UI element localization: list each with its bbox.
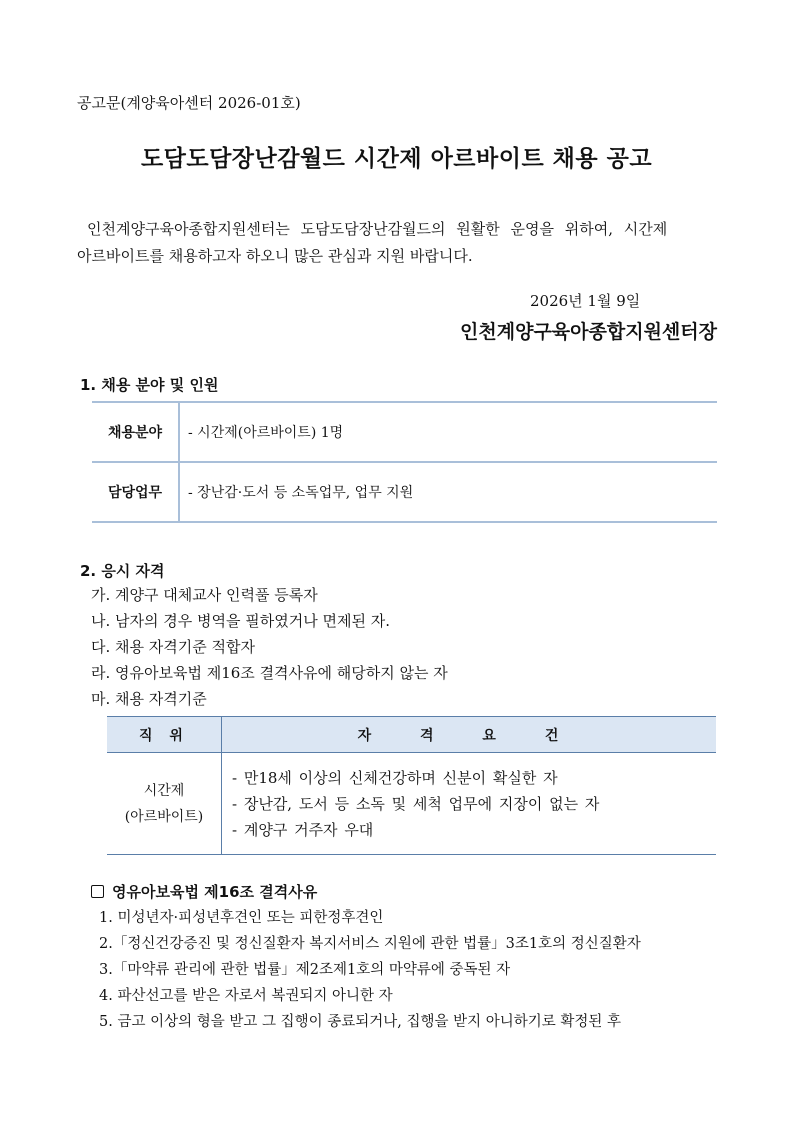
list-item: 2.「정신건강증진 및 정신질환자 복지서비스 지원에 관한 법률」3조1호의 정신질환자 [99,936,641,952]
list-item: 마. 채용 자격기준 [91,690,207,708]
issuer-name: 인천계양구육아종합지원센터장 [460,321,717,343]
recruitment-table [92,401,717,523]
requirement-item: - 만18세 이상의 신체건강하며 신분이 확실한 자 [232,768,558,787]
table-row [107,753,716,854]
list-item: 4. 파산선고를 받은 자로서 복권되지 아니한 자 [99,988,393,1004]
qualification-list [91,582,448,712]
table-row [92,401,717,461]
disqualification-list [99,905,641,1035]
row-label: 담당업무 [92,463,180,521]
list-item: 가. 계양구 대체교사 인력풀 등록자 [91,586,318,604]
list-item: 다. 채용 자격기준 적합자 [91,638,255,656]
checkbox-bullet-icon [91,885,104,898]
list-item: 나. 남자의 경우 병역을 필하였거나 면제된 자. [91,612,390,630]
list-item: 5. 금고 이상의 형을 받고 그 집행이 종료되거나, 집행을 받지 아니하기로 확정된 후 [99,1014,621,1030]
criteria-table [107,716,716,855]
position-line: 시간제 [143,782,185,799]
list-item: 1. 미성년자·피성년후견인 또는 피한정후견인 [99,910,384,926]
list-item: 3.「마약류 관리에 관한 법률」제2조제1호의 마약류에 중독된 자 [99,962,511,978]
disqualification-title-text: 영유아보육법 제16조 결격사유 [112,883,318,901]
criteria-table-header [107,717,716,753]
intro-paragraph [77,216,717,270]
row-value: - 시간제(아르바이트) 1명 [188,425,344,441]
header-requirements: 자 격 요 건 [357,727,581,744]
requirement-item: - 장난감, 도서 등 소독 및 세척 업무에 지장이 없는 자 [232,794,600,813]
intro-line-2: 아르바이트를 채용하고자 하오니 많은 관심과 지원 바랍니다. [77,247,473,265]
requirements-cell [222,753,716,854]
position-cell [107,753,222,854]
section-1-title: 1. 채용 분야 및 인원 [80,376,219,394]
row-value: - 장난감·도서 등 소독업무, 업무 지원 [188,485,414,501]
position-line: (아르바이트) [124,808,204,825]
header-position: 직 위 [107,717,222,752]
list-item: 라. 영유아보육법 제16조 결격사유에 해당하지 않는 자 [91,664,448,682]
requirement-item: - 계양구 거주자 우대 [232,820,374,839]
row-label: 채용분야 [92,403,180,461]
intro-line-1: 인천계양구육아종합지원센터는 도담도담장난감월드의 원활한 운영을 위하여, 시간제 [87,220,668,238]
section-2-title: 2. 응시 자격 [80,562,165,580]
table-row [92,461,717,523]
disqualification-title [91,881,317,902]
page-title: 도담도담장난감월드 시간제 아르바이트 채용 공고 [140,146,653,172]
notice-date: 2026년 1월 9일 [530,292,641,310]
document-number: 공고문(계양육아센터 2026-01호) [77,94,301,112]
